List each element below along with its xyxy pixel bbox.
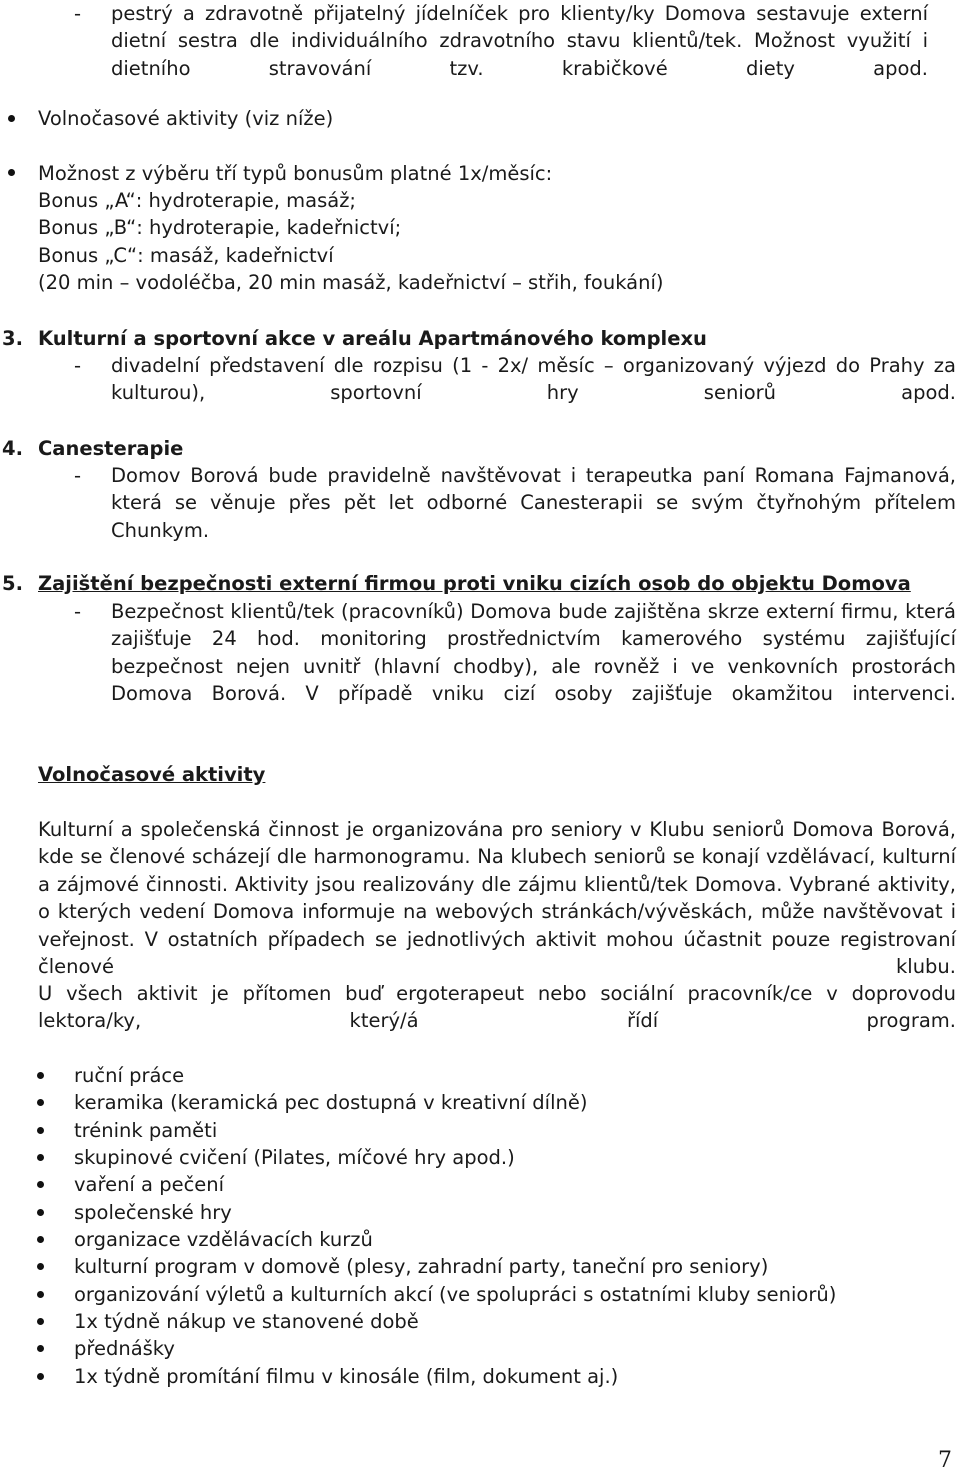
activity-item: kulturní program v domově (plesy, zahradní party, taneční pro seniory) <box>74 1255 769 1278</box>
bullet-marker <box>37 1099 44 1106</box>
bullet-marker <box>37 1127 44 1134</box>
bullet-marker <box>37 1181 44 1188</box>
activity-item: keramika (keramická pec dostupná v kreativní dílně) <box>74 1091 588 1114</box>
activity-item: organizování výletů a kulturních akcí (ve spolupráci s ostatními kluby seniorů) <box>74 1283 837 1306</box>
activity-item: společenské hry <box>74 1201 232 1224</box>
bullet-marker <box>37 1263 44 1270</box>
bonus-c: Bonus „C“: masáž, kadeřnictví <box>38 244 334 267</box>
activity-item: skupinové cvičení (Pilates, míčové hry apod.) <box>74 1146 515 1169</box>
bonus-intro: Možnost z výběru tří typů bonusům platné 1x/měsíc: <box>38 162 553 185</box>
section-5-title: Zajištění bezpečnosti externí firmou proti vniku cizích osob do objektu Domova <box>38 572 911 595</box>
bullet-marker <box>37 1154 44 1161</box>
bullet-marker <box>37 1209 44 1216</box>
activity-item: trénink paměti <box>74 1119 218 1142</box>
bullet-marker <box>37 1072 44 1079</box>
activity-item: 1x týdně promítání filmu v kinosále (film, dokument aj.) <box>74 1365 619 1388</box>
section-4-title: Canesterapie <box>38 437 184 460</box>
section-5-number: 5. <box>2 572 23 595</box>
activity-item: 1x týdně nákup ve stanovené době <box>74 1310 419 1333</box>
section-4-text: Domov Borová bude pravidelně navštěvovat i terapeutka paní Romana Fajmanová, která se věnuje přes pět let odborné Canesterapii se svým čtyřnohým přítelem Chunkym. <box>111 464 956 542</box>
bullet-marker <box>37 1373 44 1380</box>
bonus-details: (20 min – vodoléčba, 20 min masáž, kadeřnictví – střih, foukání) <box>38 271 664 294</box>
section-4-number: 4. <box>2 437 23 460</box>
section-3-title: Kulturní a sportovní akce v areálu Apartmánového komplexu <box>38 327 707 350</box>
leisure-paragraph-1: Kulturní a společenská činnost je organizována pro seniory v Klubu seniorů Domova Borová, kde se členové scházejí dle harmonogramu. Na klubech seniorů se konají vzdělávací, kulturní a zájmové činnosti. Aktivity jsou realizovány dle zájmu klientů/tek Domova. Vybrané aktivity, o kterých vedení Domova informuje na webových stránkách/vývěskách, může navštěvovat i veřejnost. V ostatních případech se jednotlivých aktivit mohou účastnit pouze registrovaní členové klubu. <box>38 818 956 979</box>
bullet-marker <box>8 169 15 176</box>
section-4-dash: - <box>74 464 82 487</box>
section-5-dash: - <box>74 600 82 623</box>
bullet-marker <box>37 1318 44 1325</box>
leisure-paragraph-2: U všech aktivit je přítomen buď ergoterapeut nebo sociální pracovník/ce v doprovodu lektora/ky, který/á řídí program. <box>38 982 956 1033</box>
page-number: 7 <box>938 1448 952 1473</box>
bullet-marker <box>37 1291 44 1298</box>
intro-item-text: pestrý a zdravotně přijatelný jídelníček pro klienty/ky Domova sestavuje externí dietní sestra dle individuálního zdravotního stavu klientů/tek. Možnost využití i dietního stravování tzv. krabičkové diety apod. <box>111 2 928 80</box>
leisure-heading: Volnočasové aktivity <box>38 763 266 786</box>
activity-item: přednášky <box>74 1337 175 1360</box>
section-3-text: divadelní představení dle rozpisu (1 - 2x/ měsíc – organizovaný výjezd do Prahy za kulturou), sportovní hry seniorů apod. <box>111 354 956 405</box>
bullet-leisure-ref: Volnočasové aktivity (viz níže) <box>38 107 334 130</box>
bullet-marker <box>8 115 15 122</box>
activity-item: ruční práce <box>74 1064 185 1087</box>
activity-item: organizace vzdělávacích kurzů <box>74 1228 373 1251</box>
section-3-number: 3. <box>2 327 23 350</box>
intro-dash: - <box>74 2 82 25</box>
bullet-marker <box>37 1345 44 1352</box>
activity-item: vaření a pečení <box>74 1173 225 1196</box>
section-5-text: Bezpečnost klientů/tek (pracovníků) Domova bude zajištěna skrze externí firmu, která zajišťuje 24 hod. monitoring prostřednictvím kamerového systému zajišťující bezpečnost nejen uvnitř (hlavní chodby), ale rovněž i ve venkovních prostorách Domova Borová. V případě vniku cizí osoby zajišťuje okamžitou intervenci. <box>111 600 956 706</box>
bullet-marker <box>37 1236 44 1243</box>
section-3-dash: - <box>74 354 82 377</box>
bonus-a: Bonus „A“: hydroterapie, masáž; <box>38 189 356 212</box>
bonus-b: Bonus „B“: hydroterapie, kadeřnictví; <box>38 216 402 239</box>
